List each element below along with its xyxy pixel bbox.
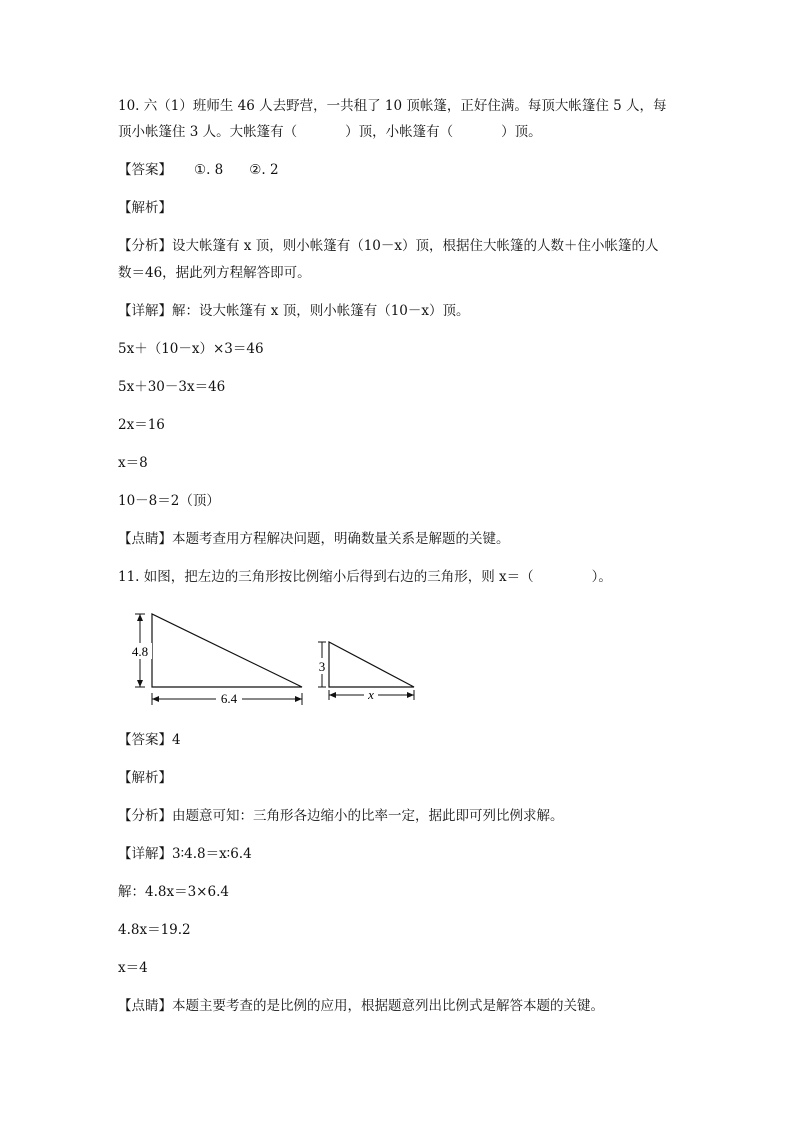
triangles-figure [124,605,444,710]
q11-analysis-label: 【解析】 [118,770,172,786]
q11-step-3: x＝4 [118,960,148,976]
fenxi-label: 【分析】 [118,238,172,254]
right-triangle-shape [329,642,414,687]
q10-text-part-c: ）顶。 [501,124,542,140]
answer-value: 4 [172,732,181,748]
left-height-label: 4.8 [131,644,149,659]
q10-step-1: 5x＋（10－x）×3＝46 [118,341,264,357]
q11-dianjing [118,997,604,1015]
xiangjie-text: 3∶4.8＝x∶6.4 [172,846,252,862]
left-triangle [128,614,302,706]
q10-answer [118,161,279,179]
q10-step-2: 5x＋30－3x＝46 [118,379,226,395]
q11-step-2: 4.8x＝19.2 [118,922,191,938]
q10-fenxi-line2: 数＝46，据此列方程解答即可。 [118,265,311,281]
answer-label: 【答案】 [118,732,172,748]
q10-text-line1: 10. 六（1）班师生 46 人去野营，一共租了 10 顶帐篷，正好住满。每顶大帐篷住 5 人，每 [118,98,667,114]
answer-item-2: ②. 2 [249,162,279,178]
q11-text-part-b: ）。 [591,569,612,585]
xiangjie-text: 解：设大帐篷有 x 顶，则小帐篷有（10－x）顶。 [172,303,470,319]
dianjing-label: 【点睛】 [118,531,172,547]
q10-text-part-b: ）顶，小帐篷有（ [345,124,454,140]
q10-fenxi-line1 [118,237,659,255]
left-base-label: 6.4 [220,691,238,706]
q10-step-3: 2x＝16 [118,417,165,433]
fenxi-text: 由题意可知：三角形各边缩小的比率一定，据此即可列比例求解。 [172,808,564,824]
xiangjie-label: 【详解】 [118,846,172,862]
q11-text-line1 [118,568,612,586]
q10-dianjing [118,530,510,548]
q11-answer [118,731,181,749]
q11-text-part-a: 11. 如图，把左边的三角形按比例缩小后得到右边的三角形，则 x＝（ [118,569,534,585]
dianjing-text: 本题考查用方程解决问题，明确数量关系是解题的关键。 [172,531,510,547]
q10-text-part-a: 顶小帐篷住 3 人。大帐篷有（ [118,124,298,140]
right-triangle [316,642,414,702]
fenxi-label: 【分析】 [118,808,172,824]
q10-text-line2 [118,123,542,141]
answer-label: 【答案】 [118,162,172,178]
right-height-label: 3 [318,659,326,674]
answer-item-1: ①. 8 [194,162,224,178]
q10-step-4: x＝8 [118,455,148,471]
fenxi-text: 设大帐篷有 x 顶，则小帐篷有（10－x）顶，根据住大帐篷的人数＋住小帐篷的人 [172,238,659,254]
q10-xiangjie [118,302,470,320]
dianjing-text: 本题主要考查的是比例的应用，根据题意列出比例式是解答本题的关键。 [172,998,604,1014]
left-triangle-shape [152,614,302,687]
q11-step-1: 解：4.8x＝3×6.4 [118,884,229,900]
q11-fenxi [118,807,564,825]
q11-xiangjie [118,845,252,863]
q10-analysis-label: 【解析】 [118,200,172,216]
right-base-label: x [368,687,374,702]
xiangjie-label: 【详解】 [118,303,172,319]
dianjing-label: 【点睛】 [118,998,172,1014]
q10-step-5: 10－8＝2（顶） [118,493,220,509]
